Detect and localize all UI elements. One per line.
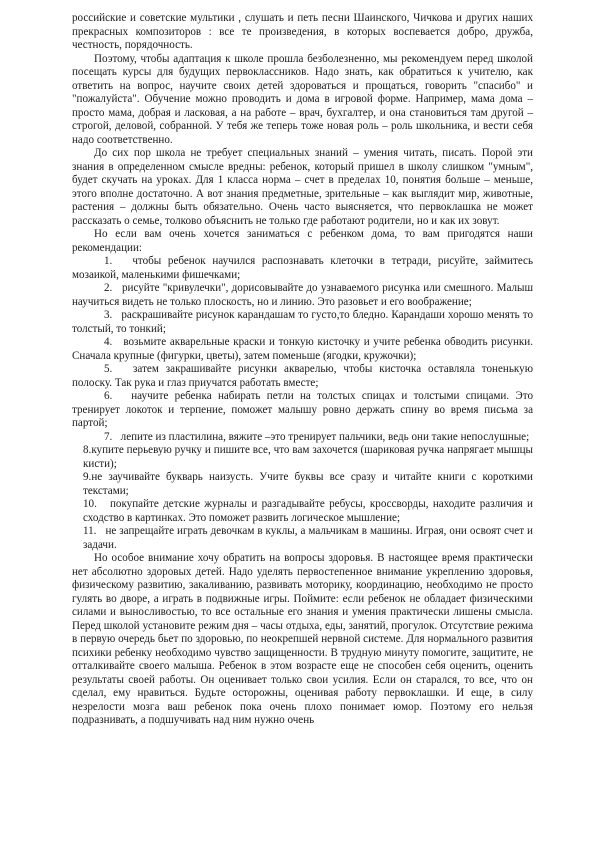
list-item-text: возьмите акварельные краски и тонкую кисточку и учите ребенка обводить рисунки. Сначала крупные (фигурки, цветы), затем поменьше (ягодки, кружочки); [72, 336, 534, 362]
list-item-number: 8. [83, 444, 92, 456]
list-item [72, 525, 533, 552]
list-item [72, 282, 533, 309]
paragraph-recommendations-intro: Но если вам очень хочется заниматься с ребенком дома, то вам пригодятся наши рекомендации: [72, 228, 533, 254]
list-item-text: затем закрашивайте рисунки акварелью, чтобы кисточка оставляла тоненькую полоску. Так рука и глаз приучатся работать вместе; [72, 363, 533, 389]
list-item-text: научите ребенка набирать петли на толстых спицах и толстыми спицами. Это тренирует локоток и терпение, поможет малышу ровно держать спину во время письма за партой; [72, 390, 533, 429]
list-item-text: не заучивайте букварь наизусть. Учите буквы все сразу и читайте книги с короткими текстами; [83, 471, 533, 497]
list-item-number: 7. [104, 430, 113, 443]
list-item-number: 6. [104, 390, 113, 402]
list-item [72, 390, 533, 431]
list-item [72, 336, 533, 363]
list-item-text: рисуйте "кривулечки", дорисовывайте до узнаваемого рисунка или смешного. Малыш научиться видеть не только плоскость, но и линию. Это разовьет и его воображение; [72, 282, 534, 308]
list-item-text: раскрашивайте рисунок карандашам то густо,то бледно. Карандаши хорошо менять то толстый, то тонкий; [72, 309, 533, 335]
list-item-number: 10. [83, 498, 97, 510]
paragraph-intro: российские и советские мультики , слушать и петь песни Шаинского, Чичкова и других наших прекрасных композиторов : все те произведения, в которых воспевается добро, дружба, честность, порядочность. [72, 12, 533, 51]
document-page [72, 12, 533, 728]
list-item-number: 2. [104, 282, 113, 294]
list-item [72, 255, 533, 282]
list-item [72, 498, 533, 525]
list-item-number: 11. [83, 525, 97, 537]
list-item-number: 4. [104, 336, 113, 348]
list-item-number: 3. [104, 309, 113, 321]
list-item-text: чтобы ребенок научился распознавать клеточки в тетради, рисуйте, займитесь мозаикой, маленькими фишечками; [72, 255, 534, 281]
list-item-text: лепите из пластилина, вяжите –это тренирует пальчики, ведь они такие непослушные; [120, 430, 530, 443]
recommendations-list [72, 255, 533, 552]
list-item-number: 5. [104, 363, 113, 375]
list-item-text: не запрещайте играть девочкам в куклы, а мальчикам в машины. Играя, они освоят счет и задачи. [83, 525, 533, 551]
list-item [72, 363, 533, 390]
list-item-text: купите перьевую ручку и пишите все, что вам захочется (шариковая ручка напрягает мышцы кисти); [83, 444, 533, 470]
list-item-number: 1. [104, 255, 113, 267]
paragraph-health: Но особое внимание хочу обратить на вопросы здоровья. В настоящее время практически нет абсолютно здоровых детей. Надо уделять первостепенное внимание укреплению здоровья, физическому развитию, закаливанию, развивать моторику, координацию, необходимо не просто гулять во дворе, а играть в подвижные игры. Поймите: если ребенок не обладает физическими силами и выносливостью, то все остальные его знания и умения практически лишены смысла. Перед школой установите режим дня – часы отдыха, еды, занятий, прогулок. Отсутствие режима в первую очередь бьет по здоровью, по неокрепшей нервной системе. Для нормального развития психики ребенку необходимо чувство защищенности. В трудную минуту помогите, защитите, не отталкивайте своего малыша. Ребенок в этом возрасте еще не способен себя оценить, оценить результаты своей работы. Он оценивает только свои усилия. Если он старался, то все, что он сделал, ему нравиться. Будьте осторожны, оценивая работу первоклашки. И еще, в силу незрелости мозга ваш ребенок пока очень плохо понимает юмор. Поэтому его нельзя подразнивать, а подшучивать над ним нужно очень [72, 552, 533, 726]
list-item-text: покупайте детские журналы и разгадывайте ребусы, кроссворды, находите различия и сходство в картинках. Это поможет развить логическое мышление; [83, 498, 533, 524]
paragraph-knowledge: До сих пор школа не требует специальных знаний – умения читать, писать. Порой эти знания в определенном смысле вредны: ребенок, который пришел в школу слишком "умным", будет скучать на уроках. Для 1 класса норма – счет в пределах 10, понятия больше – меньше, этого вполне достаточно. А вот знания предметные, зрительные – как выглядит мир, животные, растения – должны быть обязательно. Очень часто выясняется, что первоклашка не может рассказать о семье, толково объяснить не только где работают родители, но и как их зовут. [72, 147, 533, 227]
list-item [72, 431, 533, 445]
list-item [72, 444, 533, 471]
paragraph-adaptation: Поэтому, чтобы адаптация к школе прошла безболезненно, мы рекомендуем перед школой посещать курсы для будущих первоклассников. Надо знать, как обратиться к учителю, как ответить на вопрос, научите своих детей здороваться и прощаться, говорить "спасибо" и "пожалуйста". Обучение можно проводить и дома в игровой форме. Например, мама дома – просто мама, добрая и ласковая, а на работе – врач, бухгалтер, и она становиться там другой – строгой, деловой, собранной. У тебя же теперь тоже новая роль – роль школьника, и вести себя надо соответственно. [72, 52, 533, 146]
list-item [72, 309, 533, 336]
list-item-number: 9. [83, 471, 92, 483]
list-item [72, 471, 533, 498]
